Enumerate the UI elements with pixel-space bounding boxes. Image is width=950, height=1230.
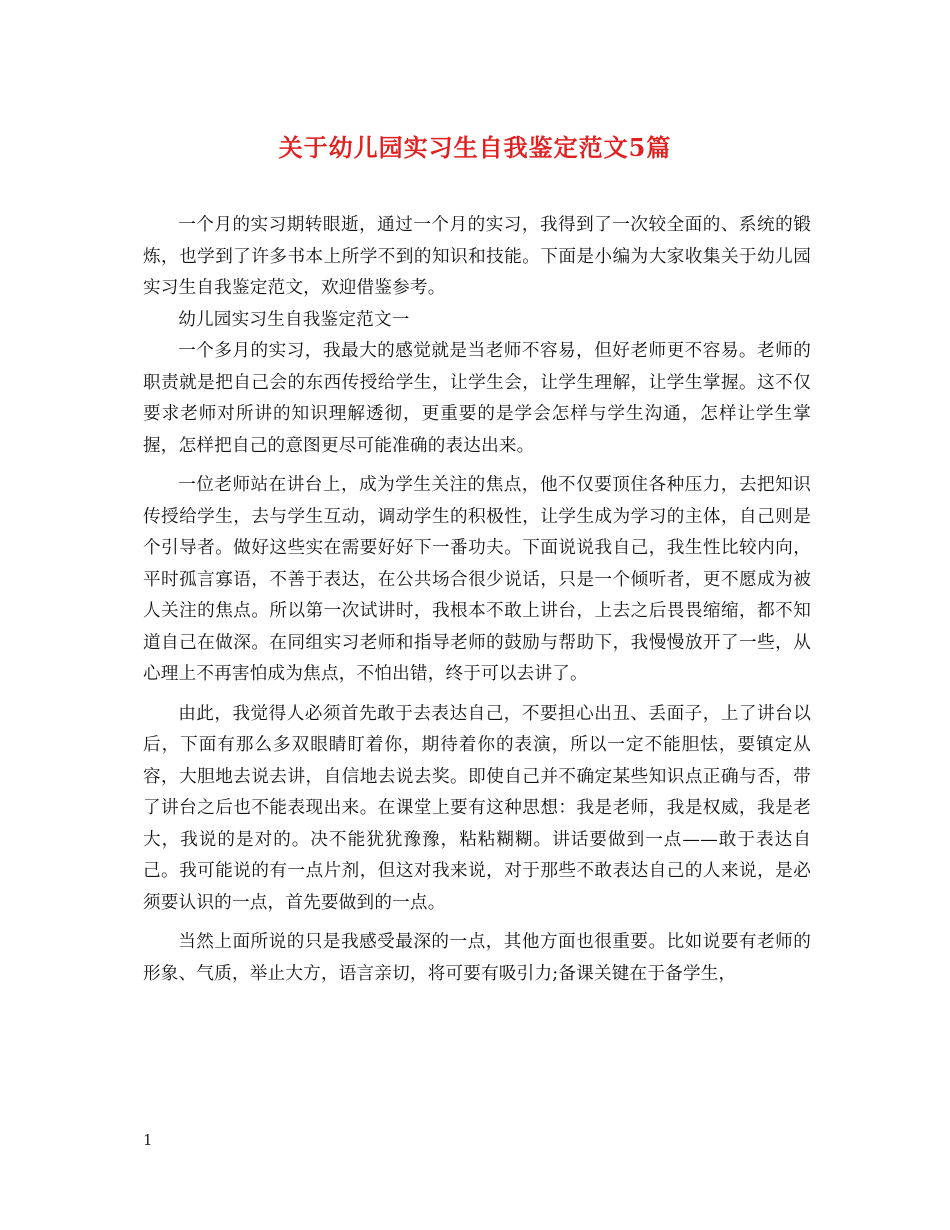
document-title: 关于幼儿园实习生自我鉴定范文5篇 <box>278 133 672 162</box>
document-body <box>143 210 811 990</box>
paragraph-4: 当然上面所说的只是我感受最深的一点，其他方面也很重要。比如说要有老师的形象、气质，举止大方，语言亲切，将可要有吸引力;备课关键在于备学生， <box>143 932 811 984</box>
paragraph-2: 一位老师站在讲台上，成为学生关注的焦点，他不仅要顶住各种压力，去把知识传授给学生，去与学生互动，调动学生的积极性，让学生成为学习的主体，自己则是个引导者。做好这些实在需要好好下一番功夫。下面说说我自己，我生性比较内向，平时孤言寡语，不善于表达，在公共场合很少说话，只是一个倾听者，更不愿成为被人关注的焦点。所以第一次试讲时，我根本不敢上讲台，上去之后畏畏缩缩，都不知道自己在做深。在同组实习老师和指导老师的鼓励与帮助下，我慢慢放开了一些，从心理上不再害怕成为焦点，不怕出错，终于可以去讲了。 <box>143 475 811 684</box>
page-number: 1 <box>143 1131 153 1149</box>
paragraph-3: 由此，我觉得人必须首先敢于去表达自己，不要担心出丑、丢面子，上了讲台以后，下面有那么多双眼睛盯着你，期待着你的表演，所以一定不能胆怯，要镇定从容，大胆地去说去讲，自信地去说去奖。即使自己并不确定某些知识点正确与否，带了讲台之后也不能表现出来。在课堂上要有这种思想：我是老师，我是权威，我是老大，我说的是对的。决不能犹犹豫豫，粘粘糊糊。讲话要做到一点——敢于表达自己。我可能说的有一点片剂，但这对我来说，对于那些不敢表达自己的人来说，是必须要认识的一点，首先要做到的一点。 <box>143 703 811 913</box>
section-heading-1: 幼儿园实习生自我鉴定范文一 <box>178 309 410 330</box>
paragraph-1: 一个多月的实习，我最大的感觉就是当老师不容易，但好老师更不容易。老师的职责就是把自己会的东西传授给学生，让学生会，让学生理解，让学生掌握。这不仅要求老师对所讲的知识理解透彻，更重要的是学会怎样与学生沟通，怎样让学生掌握，怎样把自己的意图更尽可能准确的表达出来。 <box>143 341 811 456</box>
intro-paragraph: 一个月的实习期转眼逝，通过一个月的实习，我得到了一次较全面的、系统的锻炼，也学到了许多书本上所学不到的知识和技能。下面是小编为大家收集关于幼儿园实习生自我鉴定范文，欢迎借鉴参考。 <box>143 215 811 298</box>
